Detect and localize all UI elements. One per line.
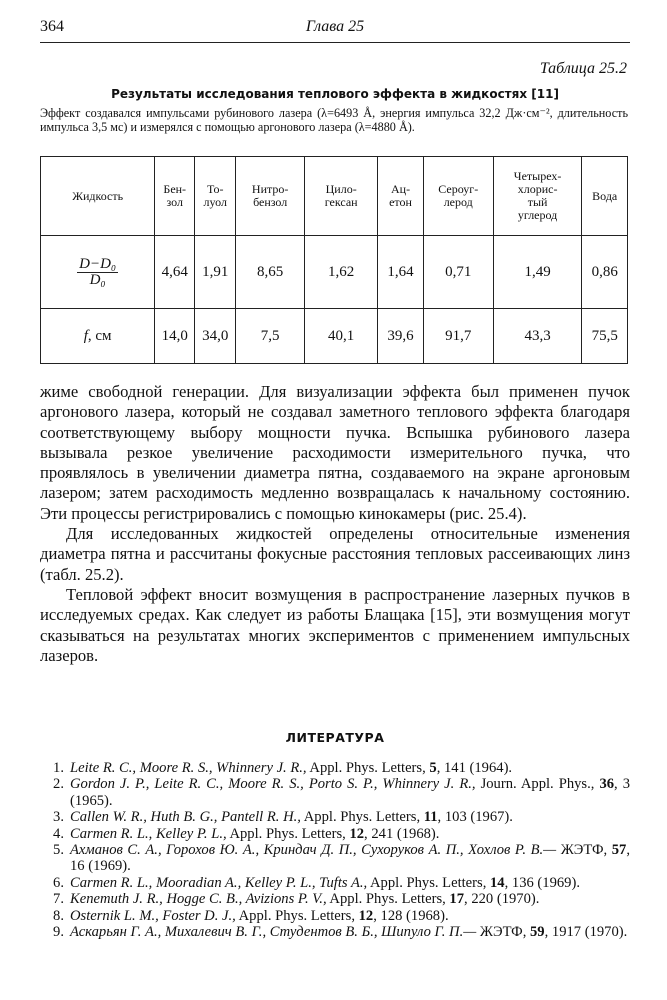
reference-volume: 14 xyxy=(490,874,505,891)
reference-item xyxy=(40,924,630,940)
reference-item xyxy=(40,908,630,924)
column-header: Цило- гексан xyxy=(305,157,378,236)
reference-item xyxy=(40,776,630,809)
column-header: Нитро- бензол xyxy=(236,157,305,236)
reference-authors: Leite R. C., Moore R. S., Whinnery J. R., xyxy=(70,760,307,776)
column-header: Сероуг- лерод xyxy=(423,157,493,236)
table-number: Таблица 25.2 xyxy=(539,60,627,77)
paragraph: Тепловой эффект вносит возмущения в распространение лазерных пучков в исследуемых средах. Как следует из работы Блащака [15], эти возмущения могут сказываться на результатах многих экспериментов с применением импульсных лазеров. xyxy=(40,584,630,665)
reference-source: Appl. Phys. Letters, xyxy=(235,907,359,924)
results-table xyxy=(40,156,628,364)
reference-number: 9. xyxy=(53,924,64,941)
reference-volume: 59 xyxy=(530,924,545,941)
reference-number: 2. xyxy=(53,776,64,793)
reference-authors: Osternik L. M., Foster D. J., xyxy=(70,907,236,924)
reference-authors: Аскарьян Г. А., Михалевич В. Г., Студентов В. Б., Шипуло Г. П.— xyxy=(70,924,477,941)
reference-authors: Kenemuth J. R., Hogge C. B., Avizions P. V., xyxy=(70,891,327,908)
column-header: Четырех- хлорис- тый углерод xyxy=(493,157,582,236)
reference-volume: 11 xyxy=(423,809,438,826)
reference-pages-year: , 220 (1970). xyxy=(464,891,540,908)
references-list xyxy=(40,760,630,940)
reference-authors: Carmen R. L., Mooradian A., Kelley P. L., Tufts A., xyxy=(70,874,368,891)
reference-volume: 36 xyxy=(599,776,615,793)
table-cell: 75,5 xyxy=(582,309,628,364)
column-header: Ац- етон xyxy=(378,157,423,236)
table-cell: 1,49 xyxy=(493,236,582,309)
reference-source: ЖЭТФ, xyxy=(476,924,530,941)
reference-pages-year: , 241 (1968). xyxy=(364,825,440,842)
reference-number: 4. xyxy=(53,825,64,842)
reference-pages-year: , 141 (1964). xyxy=(436,760,513,776)
reference-volume: 12 xyxy=(358,907,374,924)
reference-item xyxy=(40,842,630,875)
references-title: ЛИТЕРАТУРА xyxy=(285,730,385,745)
reference-pages-year: , 128 (1968). xyxy=(373,907,449,924)
table-cell: 0,86 xyxy=(582,236,628,309)
reference-pages-year: , 16 (1969). xyxy=(70,842,630,875)
reference-source: Appl. Phys. Letters, xyxy=(226,825,350,842)
body-text xyxy=(40,382,630,666)
reference-item xyxy=(40,760,630,776)
reference-pages-year: , 1917 (1970). xyxy=(544,924,628,941)
reference-volume: 57 xyxy=(611,842,627,859)
column-header: Бен- зол xyxy=(155,157,195,236)
table-cell: 39,6 xyxy=(378,309,423,364)
focal-unit: , см xyxy=(87,327,112,344)
table-cell: 14,0 xyxy=(155,309,195,364)
table-cell: 43,3 xyxy=(493,309,582,364)
table-cell: 91,7 xyxy=(423,309,493,364)
reference-pages-year: , 3 (1965). xyxy=(70,776,630,809)
reference-number: 5. xyxy=(53,842,64,859)
paragraph: Для исследованных жидкостей определены относительные изменения диаметра пятна и рассчитаны фокусные расстояния тепловых рассеивающих линз (табл. 25.2). xyxy=(40,524,630,584)
reference-source: ЖЭТФ, xyxy=(556,842,612,859)
reference-volume: 17 xyxy=(449,891,465,908)
focal-length-row xyxy=(41,309,628,364)
table-cell: 34,0 xyxy=(195,309,236,364)
reference-item xyxy=(40,891,630,907)
fraction-denominator: D₀ xyxy=(89,271,106,288)
column-header: То- луол xyxy=(195,157,236,236)
table-title: Результаты исследования теплового эффекта в жидкостях [11] xyxy=(111,87,559,101)
row-label-relative-change xyxy=(41,236,155,309)
focal-symbol: f xyxy=(83,327,88,344)
reference-source: Journ. Appl. Phys., xyxy=(475,776,600,793)
reference-item xyxy=(40,826,630,842)
reference-number: 8. xyxy=(53,907,64,924)
table-header-row xyxy=(41,157,628,236)
reference-source: Appl. Phys. Letters, xyxy=(326,891,450,908)
reference-number: 3. xyxy=(53,809,64,826)
relative-change-row xyxy=(41,236,628,309)
reference-item xyxy=(40,809,630,825)
reference-source: Appl. Phys. Letters, xyxy=(306,760,430,776)
reference-authors: Gordon J. P., Leite R. C., Moore R. S., Porto S. P., Whinnery J. R., xyxy=(70,776,476,793)
reference-number: 1. xyxy=(53,760,64,776)
table-cell: 1,62 xyxy=(305,236,378,309)
column-header: Вода xyxy=(582,157,628,236)
table-cell: 40,1 xyxy=(305,309,378,364)
reference-source: Appl. Phys. Letters, xyxy=(300,809,424,826)
table-cell: 8,65 xyxy=(236,236,305,309)
chapter-title: Глава 25 xyxy=(305,18,365,35)
table-cell: 1,91 xyxy=(195,236,236,309)
reference-item xyxy=(40,875,630,891)
reference-authors: Ахманов С. А., Горохов Ю. А., Криндач Д. П., Сухоруков А. П., Хохлов Р. В.— xyxy=(70,842,557,859)
reference-volume: 12 xyxy=(349,825,365,842)
fraction-numerator: D−D₀ xyxy=(79,255,117,272)
reference-pages-year: , 103 (1967). xyxy=(437,809,513,826)
fraction xyxy=(77,255,118,288)
table-cell: 7,5 xyxy=(236,309,305,364)
row-label-focal-length xyxy=(41,309,155,364)
page-header xyxy=(40,18,630,43)
reference-number: 7. xyxy=(53,891,64,908)
table-cell: 1,64 xyxy=(378,236,423,309)
page-number: 364 xyxy=(40,18,64,35)
table-caption: Эффект создавался импульсами рубинового лазера (λ=6493 Å, энергия импульса 32,2 Дж·см⁻², длительность импульса 3,5 мс) и измерялся с помощью аргонового лазера (λ=4880 Å). xyxy=(40,106,628,134)
corner-header: Жидкость xyxy=(41,157,155,236)
table-cell: 4,64 xyxy=(155,236,195,309)
reference-authors: Callen W. R., Huth B. G., Pantell R. H., xyxy=(70,809,301,826)
reference-authors: Carmen R. L., Kelley P. L., xyxy=(70,825,227,842)
reference-number: 6. xyxy=(53,874,64,891)
reference-source: Appl. Phys. Letters, xyxy=(367,874,490,891)
paragraph: жиме свободной генерации. Для визуализации эффекта был применен пучок аргонового лазера, который не создавал заметного теплового эффекта благодаря соответствующему выбору мощности пучка. Вспышка рубинового лазера вызывала резкое увеличение расходимости измерительного пучка, что проявлялось в увеличении диаметра пятна, создаваемого на экране аргоновым лазером; затем расходимость медленно возвращалась к начальному состоянию. Эти процессы регистрировались с помощью кинокамеры (рис. 25.4). xyxy=(40,382,630,523)
table-cell: 0,71 xyxy=(423,236,493,309)
reference-volume: 5 xyxy=(429,760,437,776)
reference-pages-year: , 136 (1969). xyxy=(504,874,580,891)
